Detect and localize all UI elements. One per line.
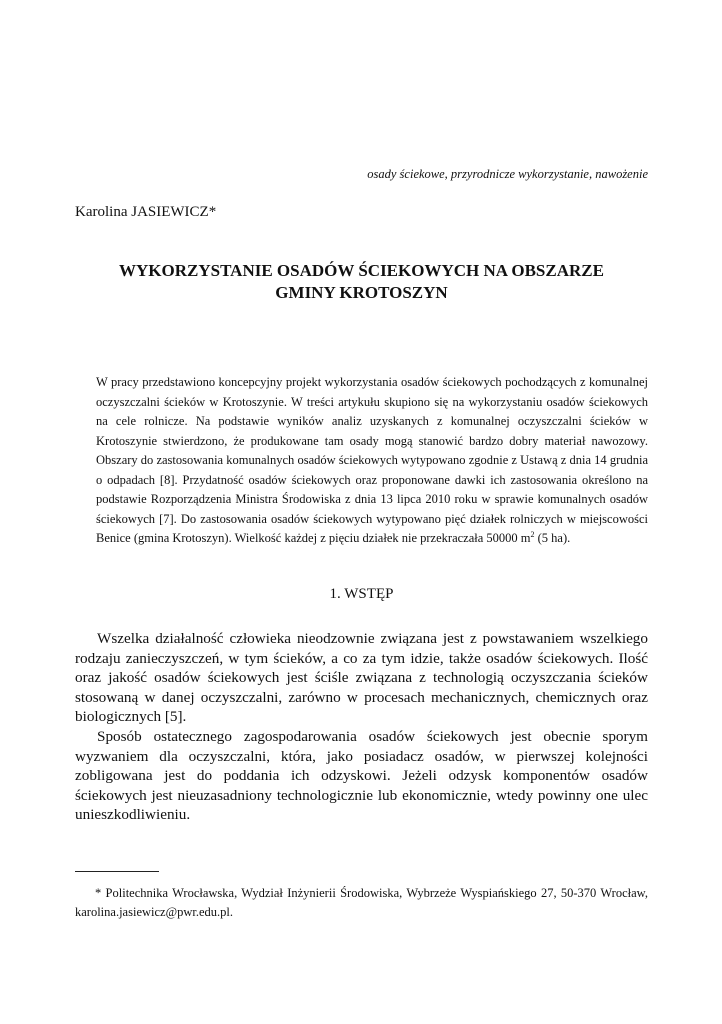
title-line-2: GMINY KROTOSZYN: [275, 283, 448, 302]
keywords-line: osady ściekowe, przyrodnicze wykorzystanie, nawożenie: [367, 167, 648, 181]
body-text: [75, 629, 648, 825]
area-unit-superscript: 2: [530, 529, 535, 539]
body-paragraph-1: Wszelka działalność człowieka nieodzownie związana jest z powstawaniem wszelkiego rodzaju zanieczyszczeń, w tym ścieków, a co za tym idzie, także osadów ściekowych. Ilość oraz jakość osadów ściekowych jest ściśle związana z technologią oczyszczania ścieków stosowaną w danej oczyszczalni, zarówno w procesach mechanicznych, chemicznych oraz biologicznych [5].: [75, 630, 648, 726]
author-name: Karolina JASIEWICZ*: [75, 204, 217, 220]
paper-title: [75, 260, 648, 304]
section-heading: 1. WSTĘP: [329, 586, 394, 602]
footnote-divider: [75, 871, 159, 872]
body-paragraph-2: Sposób ostatecznego zagospodarowania osadów ściekowych jest obecnie sporym wyzwaniem dla oczyszczalni, która, jako posiadacz osadów, w pierwszej kolejności zobligowana jest do poddania ich odzyskowi. Jeżeli odzysk komponentów osadów ściekowych jest nieuzasadniony technologicznie lub ekonomicznie, wtedy powinny one ulec unieszkodliwieniu.: [75, 727, 648, 824]
title-line-1: WYKORZYSTANIE OSADÓW ŚCIEKOWYCH NA OBSZARZE: [119, 261, 604, 280]
abstract: [96, 373, 648, 549]
abstract-text-end: (5 ha).: [534, 531, 571, 545]
abstract-text: W pracy przedstawiono koncepcyjny projekt wykorzystania osadów ściekowych pochodzących z komunalnej oczyszczalni ścieków w Krotoszynie. W treści artykułu skupiono się na wykorzystaniu osadów ściekowych na cele rolnicze. Na podstawie wyników analiz uzyskanych z komunalnej oczyszczalni ścieków w Krotoszynie stwierdzono, że produkowane tam osady mogą stanowić bardzo dobry materiał nawozowy. Obszary do zastosowania komunalnych osadów ściekowych wytypowano zgodnie z Ustawą z dnia 14 grudnia o odpadach [8]. Przydatność osadów ściekowych oraz proponowane dawki ich zastosowania określono na podstawie Rozporządzenia Ministra Środowiska z dnia 13 lipca 2010 roku w sprawie komunalnych osadów ściekowych [7]. Do zastosowania osadów ściekowych wytypowano pięć działek rolniczych w miejscowości Benice (gmina Krotoszyn). Wielkość każdej z pięciu działek nie przekraczała 50000 m: [96, 375, 648, 545]
footnote: * Politechnika Wrocławska, Wydział Inżynierii Środowiska, Wybrzeże Wyspiańskiego 27, 50-370 Wrocław, karolina.jasiewicz@pwr.edu.pl.: [75, 886, 648, 919]
